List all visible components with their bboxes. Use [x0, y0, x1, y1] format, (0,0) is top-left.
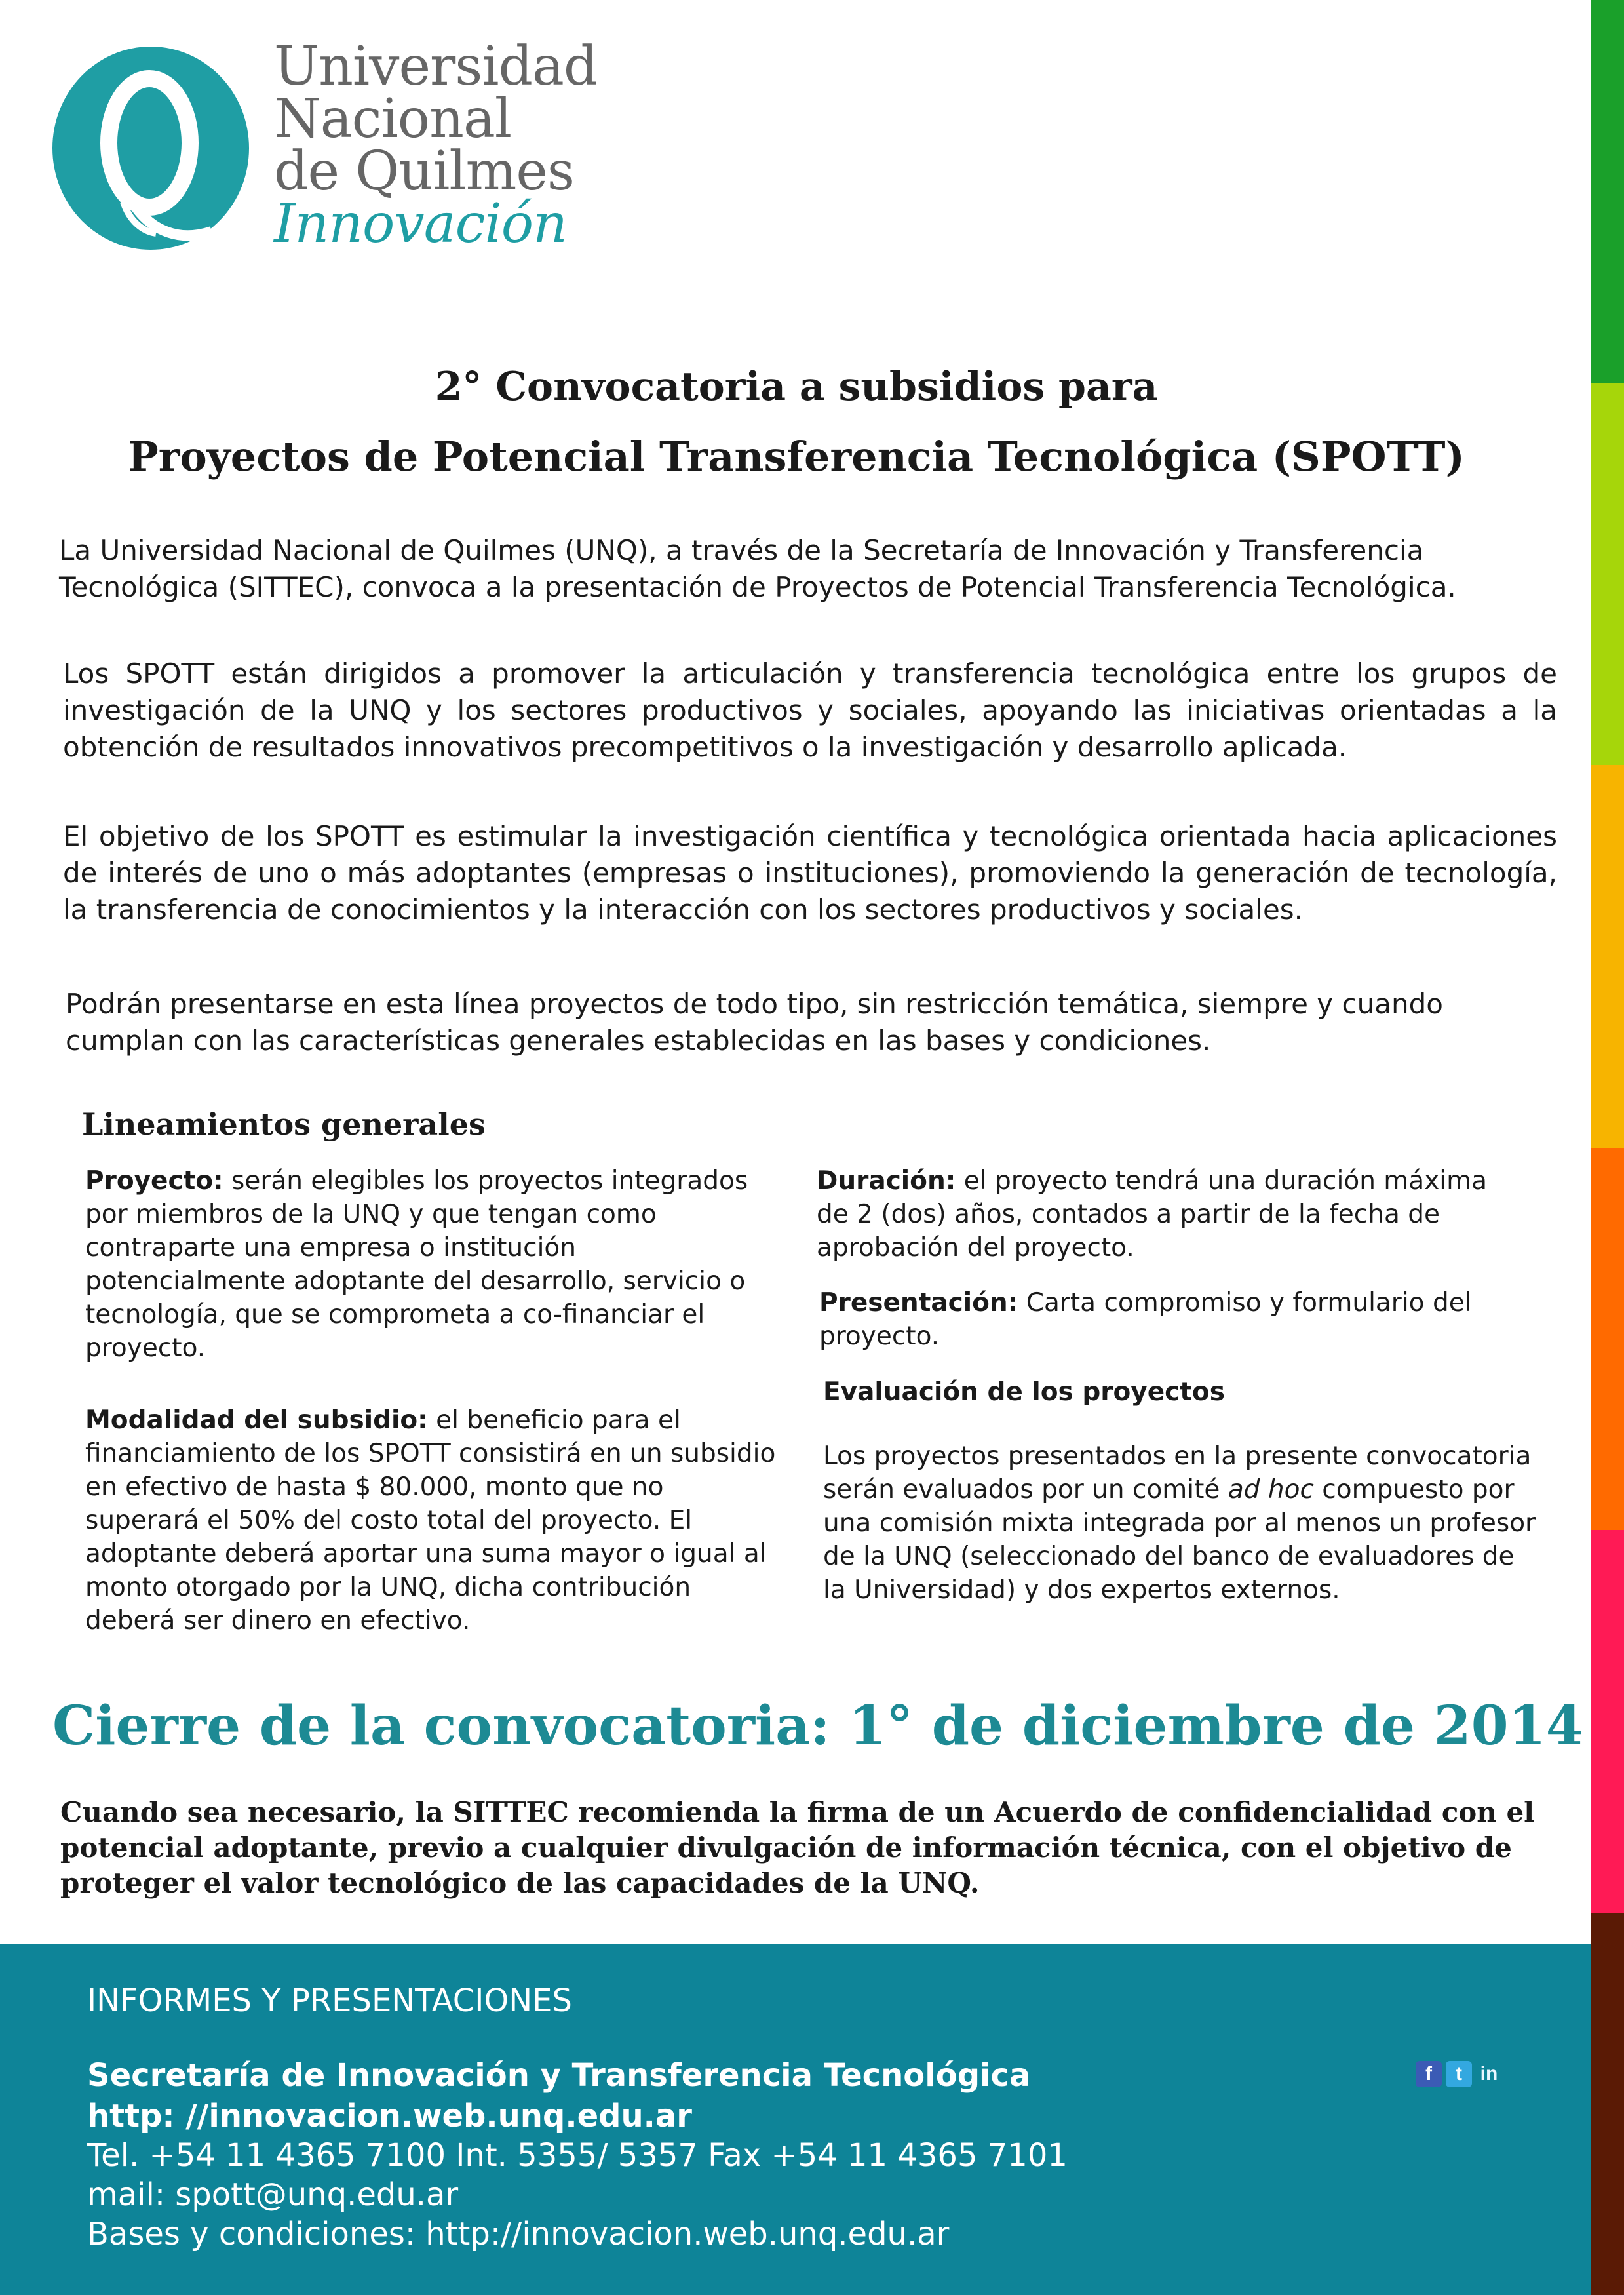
intro-paragraph-3: El objetivo de los SPOTT es estimular la investigación científica y tecnológica orientada hacia aplicaciones de interés de uno o más adoptantes (empresas o instituciones), promoviendo la generación de tecnología, la transferencia de conocimientos y la interacción con los sectores productivos y sociales.: [63, 820, 1557, 926]
linkedin-icon[interactable]: in: [1476, 2061, 1502, 2087]
stripe-lime: [1591, 383, 1624, 766]
proyecto-block: [85, 1164, 780, 1365]
logo-line-innovacion: Innovación: [274, 193, 567, 255]
footer-heading: INFORMES Y PRESENTACIONES: [87, 1982, 572, 2019]
modalidad-block: [85, 1403, 780, 1638]
logo-line-quilmes: de Quilmes: [274, 140, 574, 203]
color-stripe: [1591, 0, 1624, 2295]
intro-paragraph-1: La Universidad Nacional de Quilmes (UNQ), a través de la Secretaría de Innovación y Transferencia Tecnológica (SITTEC), convoca a la presentación de Proyectos de Potencial Transferencia Tecnológica.: [59, 534, 1456, 603]
deadline-heading: Cierre de la convocatoria: 1° de diciembre de 2014: [52, 1695, 1583, 1757]
presentacion-label: Presentación:: [819, 1288, 1018, 1318]
proyecto-label: Proyecto:: [85, 1166, 223, 1196]
evaluacion-block: [823, 1440, 1544, 1607]
stripe-orange: [1591, 1148, 1624, 1531]
footer-contact: [0, 1944, 1591, 2295]
footer-web-link[interactable]: http: //innovacion.web.unq.edu.ar: [87, 2098, 692, 2134]
stripe-yellow: [1591, 765, 1624, 1148]
stripe-green: [1591, 0, 1624, 383]
social-icons: [1416, 2061, 1502, 2087]
modalidad-label: Modalidad del subsidio:: [85, 1405, 428, 1435]
modalidad-text: el beneficio para el financiamiento de los SPOTT consistirá en un subsidio en efectivo de hasta $ 80.000, monto que no superará el 50% del costo total del proyecto. El adoptante deberá aportar una suma mayor o igual al monto otorgado por la UNQ, dicha contribución deberá ser dinero en efectivo.: [85, 1405, 776, 1636]
proyecto-text: serán elegibles los proyectos integrados por miembros de la UNQ y que tengan como contraparte una empresa o institución potencialmente adoptante del desarrollo, servicio o tecnología, que se comprometa a co-financiar el proyecto.: [85, 1166, 748, 1363]
stripe-pink: [1591, 1530, 1624, 1913]
unq-logo: [51, 35, 641, 257]
presentacion-text: Carta compromiso y formulario del proyecto.: [819, 1288, 1472, 1351]
q-logo-icon: [51, 45, 254, 254]
stripe-brown: [1591, 1913, 1624, 2295]
footer-phone: Tel. +54 11 4365 7100 Int. 5355/ 5357 Fax +54 11 4365 7101: [87, 2137, 1068, 2174]
logo-line-universidad: Universidad: [274, 35, 598, 98]
footer-bases-link[interactable]: Bases y condiciones: http://innovacion.web.unq.edu.ar: [87, 2216, 950, 2252]
intro-paragraph-2: Los SPOTT están dirigidos a promover la articulación y transferencia tecnológica entre los grupos de investigación de la UNQ y los sectores productivos y sociales, apoyando las iniciativas orientadas a la obtención de resultados innovativos precompetitivos o la investigación y desarrollo aplicada.: [63, 657, 1557, 763]
duracion-label: Duración:: [817, 1166, 956, 1196]
page-title-line2: Proyectos de Potencial Transferencia Tecnológica (SPOTT): [128, 433, 1465, 481]
intro-paragraph-4: Podrán presentarse en esta línea proyectos de todo tipo, sin restricción temática, siempre y cuando cumplan con las características generales establecidas en las bases y condiciones.: [66, 988, 1443, 1057]
confidentiality-note: Cuando sea necesario, la SITTEC recomienda la firma de un Acuerdo de confidencialidad con el potencial adoptante, previo a cualquier divulgación de información técnica, con el objetivo de proteger el valor tecnológico de las capacidades de la UNQ.: [60, 1796, 1535, 1899]
evaluacion-text-b: compuesto por una comisión mixta integrada por al menos un profesor de la UNQ (seleccionado del banco de evaluadores de la Universidad) y dos expertos externos.: [823, 1475, 1536, 1605]
footer-secretaria: Secretaría de Innovación y Transferencia Tecnológica: [87, 2057, 1031, 2094]
facebook-icon[interactable]: f: [1416, 2061, 1442, 2087]
logo-line-nacional: Nacional: [274, 88, 512, 150]
twitter-icon[interactable]: t: [1446, 2061, 1472, 2087]
presentacion-block: [819, 1286, 1475, 1353]
evaluacion-heading-block: [823, 1375, 1518, 1409]
footer-mail[interactable]: mail: spott@unq.edu.ar: [87, 2176, 459, 2213]
page-title-line1: 2° Convocatoria a subsidios para: [435, 364, 1158, 410]
evaluacion-text-a: Los proyectos presentados en la presente convocatoria serán evaluados por un comité: [823, 1442, 1532, 1504]
evaluacion-heading: Evaluación de los proyectos: [823, 1377, 1225, 1407]
evaluacion-italic: ad hoc: [1228, 1475, 1314, 1504]
duracion-block: [817, 1164, 1511, 1265]
lineamientos-heading: Lineamientos generales: [82, 1107, 486, 1142]
duracion-text: el proyecto tendrá una duración máxima de 2 (dos) años, contados a partir de la fecha de aprobación del proyecto.: [817, 1166, 1488, 1263]
